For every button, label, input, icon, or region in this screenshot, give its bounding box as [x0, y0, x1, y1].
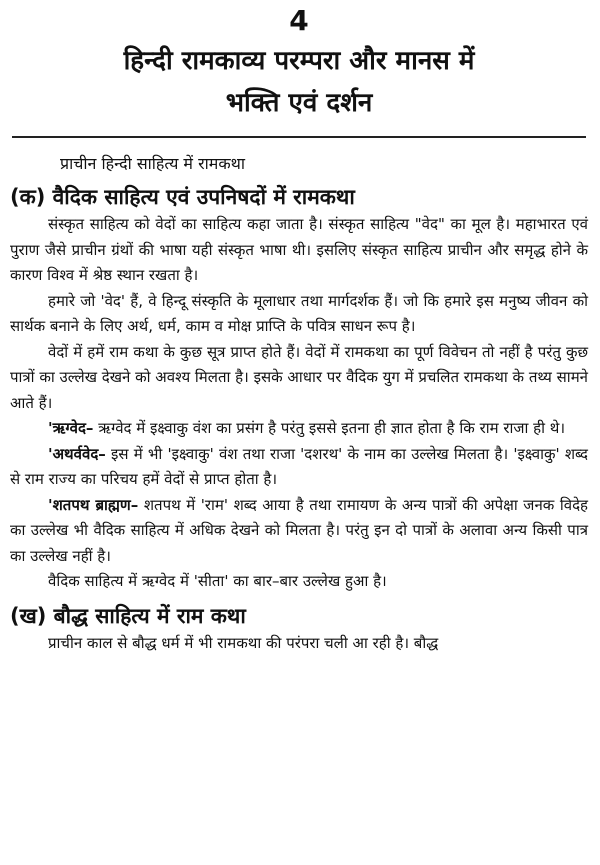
term-atharvaveda: 'अथर्ववेद– — [48, 444, 106, 463]
chapter-title — [10, 40, 588, 124]
paragraph-rigveda — [10, 416, 588, 442]
paragraph-shatapatha — [10, 493, 588, 570]
paragraph: प्राचीन काल से बौद्ध धर्म में भी रामकथा की परंपरा चली आ रही है। बौद्ध — [48, 633, 439, 652]
paragraph: वेदों में हमें राम कथा के कुछ सूत्र प्राप्त होते हैं। वेदों में रामकथा का पूर्ण विवेचन तो नहीं है परंतु कुछ पात्रों का उल्लेख देखने को अवश्य मिलता है। इसके आधार पर वैदिक युग में प्रचलित रामकथा के तथ्य सामने आते हैं। — [10, 342, 588, 412]
title-divider — [12, 136, 586, 138]
term-shatapatha: 'शतपथ ब्राह्मण– — [48, 495, 139, 514]
section-heading-a: (क) वैदिक साहित्य एवं उपनिषदों में रामकथा — [10, 185, 355, 209]
term-rigveda: 'ऋग्वेद– — [48, 419, 94, 437]
section-heading-b: (ख) बौद्ध साहित्य में राम कथा — [10, 603, 246, 628]
paragraph-atharvaveda — [10, 442, 588, 493]
paragraph-text: इस में भी 'इक्ष्वाकु' वंश तथा राजा 'दशरथ' के नाम का उल्लेख मिलता है। 'इक्ष्वाकु' शब्द से राम राज्य का परिचय हमें वेदों से प्राप्त होता है। — [10, 444, 588, 488]
chapter-number: 4 — [289, 4, 309, 37]
paragraph: हमारे जो 'वेद' हैं, वे हिन्दू संस्कृति के मूलाधार तथा मार्गदर्शक हैं। जो कि हमारे इस मनुष्य जीवन को सार्थक बनाने के लिए अर्थ, धर्म, काम व मोक्ष प्राप्ति के पवित्र साधन रूप है। — [10, 291, 588, 335]
paragraph: संस्कृत साहित्य को वेदों का साहित्य कहा जाता है। संस्कृत साहित्य "वेद" का मूल है। महाभारत एवं पुराण जैसे प्राचीन ग्रंथों की भाषा यही संस्कृत भाषा थी। इसलिए संस्कृत साहित्य प्राचीन और समृद्ध होने के कारण विश्व में श्रेष्ठ स्थान रखता है। — [10, 215, 588, 284]
paragraph: वैदिक साहित्य में ऋग्वेद में 'सीता' का बार–बार उल्लेख हुआ है। — [48, 572, 387, 590]
paragraph-text: ऋग्वेद में इक्ष्वाकु वंश का प्रसंग है परंतु इससे इतना ही ज्ञात होता है कि राम राजा ही थे। — [93, 419, 566, 437]
chapter-title-line-1: हिन्दी रामकाव्य परम्परा और मानस में — [123, 46, 475, 76]
chapter-title-line-2: भक्ति एवं दर्शन — [225, 88, 373, 118]
section-subtitle: प्राचीन हिन्दी साहित्य में रामकथा — [60, 154, 246, 173]
paragraph-text: शतपथ में 'राम' शब्द आया है तथा रामायण के अन्य पात्रों की अपेक्षा जनक विदेह का उल्लेख भी वैदिक साहित्य में अधिक देखने को मिलता है। परंतु इन दो पात्रों के अलावा अन्य किसी पात्र का उल्लेख नहीं है। — [10, 495, 588, 565]
